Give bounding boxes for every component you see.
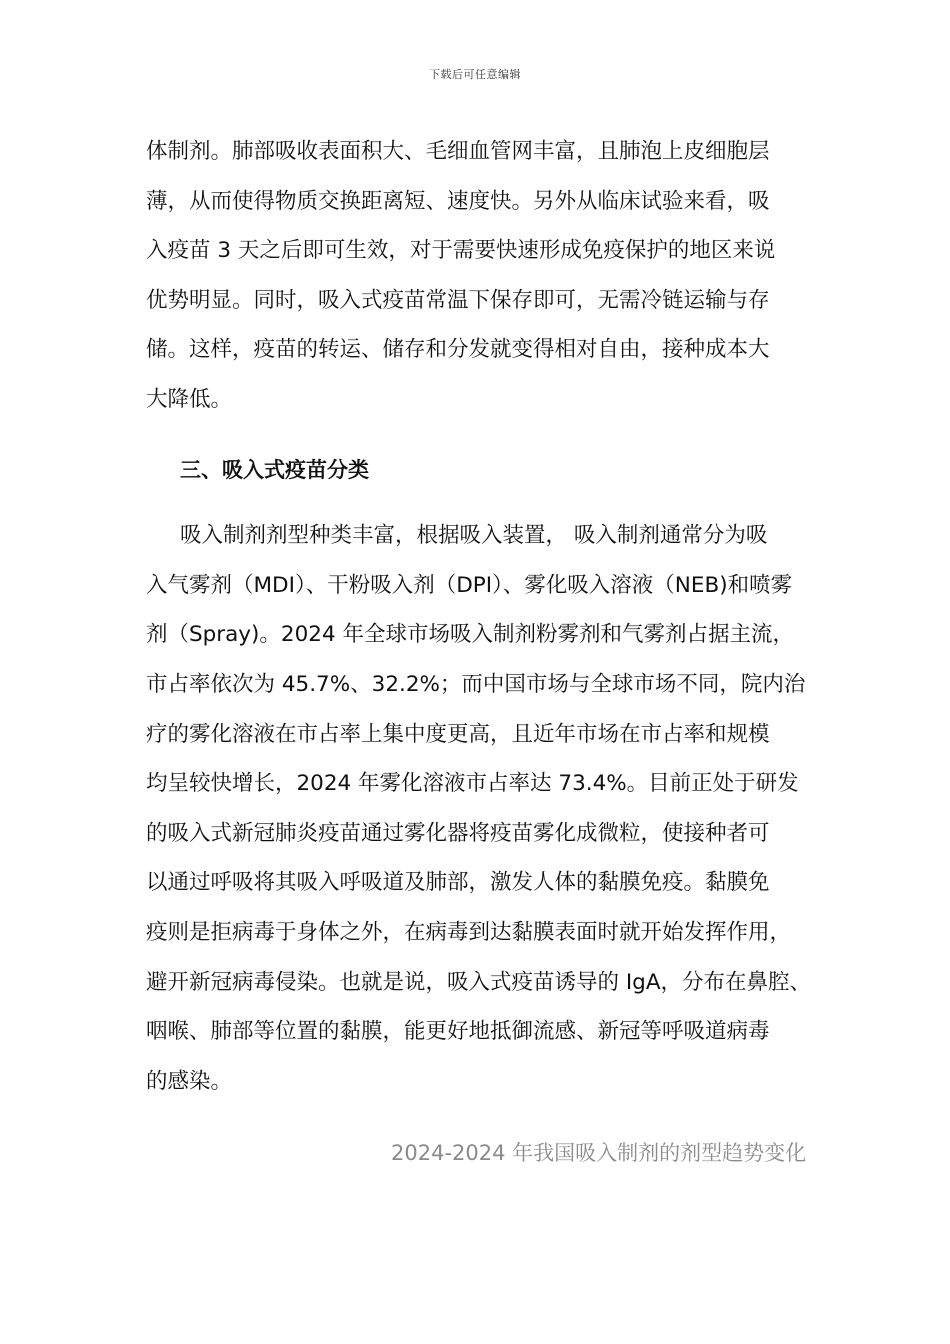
paragraph-line: 入疫苗 3 天之后即可生效，对于需要快速形成免疫保护的地区来说 — [146, 238, 776, 263]
paragraph-line: 储。这样，疫苗的转运、储存和分发就变得相对自由，接种成本大 — [146, 337, 770, 362]
paragraph-line: 剂（Spray)。2024 年全球市场吸入制剂粉雾剂和气雾剂占据主流， — [146, 622, 794, 647]
figure-caption: 2024-2024 年我国吸入制剂的剂型趋势变化 — [391, 1141, 807, 1165]
paragraph-line: 入气雾剂（MDI）、干粉吸入剂（DPI）、雾化吸入溶液（NEB)和喷雾 — [146, 573, 793, 598]
paragraph-line: 疗的雾化溶液在市占率上集中度更高，且近年市场在市占率和规模 — [146, 722, 770, 747]
paragraph-line: 市占率依次为 45.7%、32.2%；而中国市场与全球市场不同，院内治 — [146, 672, 806, 697]
paragraph-line: 以通过呼吸将其吸入呼吸道及肺部，激发人体的黏膜免疫。黏膜免 — [146, 870, 770, 895]
paragraph-line: 均呈较快增长，2024 年雾化溶液市占率达 73.4%。目前正处于研发 — [146, 771, 799, 796]
paragraph-line: 疫则是拒病毒于身体之外，在病毒到达黏膜表面时就开始发挥作用， — [146, 920, 792, 945]
paragraph-line: 的感染。 — [146, 1069, 233, 1094]
paragraph-line: 咽喉、肺部等位置的黏膜，能更好地抵御流感、新冠等呼吸道病毒 — [146, 1019, 770, 1044]
paragraph-line: 避开新冠病毒侵染。也就是说，吸入式疫苗诱导的 IgA，分布在鼻腔、 — [146, 970, 812, 995]
paragraph-line: 优势明显。同时，吸入式疫苗常温下保存即可，无需冷链运输与存 — [146, 288, 770, 313]
paragraph-line: 大降低。 — [146, 387, 233, 412]
paragraph-line: 的吸入式新冠肺炎疫苗通过雾化器将疫苗雾化成微粒，使接种者可 — [146, 821, 770, 846]
page-header: 下载后可任意编辑 — [429, 68, 521, 81]
section-heading: 三、吸入式疫苗分类 — [180, 458, 369, 482]
paragraph-line: 吸入制剂剂型种类丰富，根据吸入装置， 吸入制剂通常分为吸 — [180, 523, 768, 548]
paragraph-line: 薄，从而使得物质交换距离短、速度快。另外从临床试验来看，吸 — [146, 189, 770, 214]
paragraph-line: 体制剂。肺部吸收表面积大、毛细血管网丰富，且肺泡上皮细胞层 — [146, 139, 770, 164]
